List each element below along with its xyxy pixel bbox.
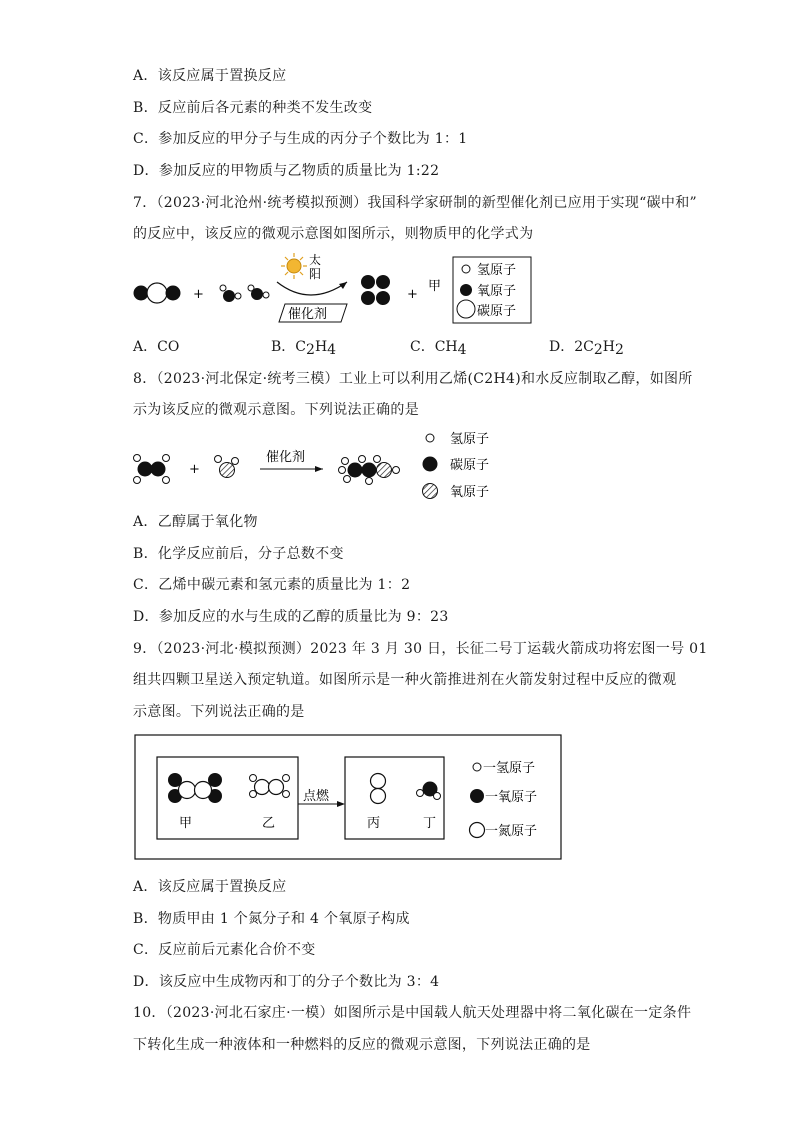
q7-legend-carbon: 碳原子 [477,304,517,319]
water-molecules [361,275,390,305]
q9-label-ding: 丁 [423,816,437,831]
h2-molecule-b [248,285,269,300]
sun-label-2: 阳 [309,267,322,281]
reaction-arrow [277,282,347,295]
ethylene-molecule [134,455,170,484]
q8-option-b: B．化学反应前后，分子总数不变 [133,546,344,562]
q7-option-a: A．CO [133,339,180,355]
q9-stem-line1: 9．（2023·河北·模拟预测）2023 年 3 月 30 日，长征二号丁运载火箭成功将宏图一号 01 [133,641,708,657]
q9-label-bing: 丙 [367,816,381,831]
q8-legend-carbon: 碳原子 [450,458,490,473]
q9-legend-oxygen: 一氧原子 [485,790,538,805]
q7-option-c: C．CH4 [410,339,467,358]
q8-option-c: C．乙烯中碳元素和氢元素的质量比为 1：2 [133,577,411,593]
q7-plus-1: + [193,287,204,302]
q7-product-jia: 甲 [428,279,442,294]
q8-plus: + [189,462,200,477]
q9-option-a: A．该反应属于置换反应 [133,879,287,895]
q7-stem-line2: 的反应中，该反应的微观示意图如图所示，则物质甲的化学式为 [133,226,534,242]
q8-legend-oxygen: 氧原子 [450,485,490,500]
q9-option-c: C．反应前后元素化合价不变 [133,942,316,958]
q9-label-jia: 甲 [179,816,193,831]
q7-stem-line1: 7．（2023·河北沧州·统考模拟预测）我国科学家研制的新型催化剂已应用于实现“碳中和” [133,195,697,211]
q8-stem-line2: 示为该反应的微观示意图。下列说法正确的是 [133,402,419,418]
ethanol-molecule [339,456,400,485]
q7-legend-oxygen: 氧原子 [477,284,517,299]
q6-option-a: A．该反应属于置换反应 [133,68,287,84]
q9-option-d: D．该反应中生成物丙和丁的分子个数比为 3：4 [133,974,440,990]
q8-option-a: A．乙醇属于氧化物 [133,514,258,530]
q7-catalyst: 催化剂 [288,307,328,322]
q8-option-d: D．参加反应的水与生成的乙醇的质量比为 9：23 [133,609,449,625]
q10-stem-line2: 下转化生成一种液体和一种燃料的反应的微观示意图，下列说法正确的是 [133,1037,591,1053]
q9-option-b: B．物质甲由 1 个氮分子和 4 个氧原子构成 [133,911,410,927]
q9-stem-line3: 示意图。下列说法正确的是 [133,704,305,720]
q8-stem-line1: 8．（2023·河北保定·统考三模）工业上可以利用乙烯(C2H4)和水反应制取乙醇，如图所 [133,371,693,387]
q8-figure [125,425,505,505]
q7-legend-hydrogen: 氢原子 [477,263,517,278]
co2-molecule [134,283,180,303]
q10-stem-line1: 10．（2023·河北石家庄·一模）如图所示是中国载人航天处理器中将二氧化碳在一定条件 [133,1005,692,1021]
q9-label-yi: 乙 [262,816,276,831]
q7-option-b: B．C2H4 [271,339,337,358]
sun-label-1: 太 [309,253,322,267]
q8-catalyst: 催化剂 [266,450,306,465]
q8-legend-hydrogen: 氢原子 [450,432,490,447]
q6-option-d: D．参加反应的甲物质与乙物质的质量比为 1:22 [133,163,440,179]
q9-legend-hydrogen: 一氢原子 [483,761,536,776]
q9-condition: 点燃 [303,789,330,804]
q9-legend-nitrogen: 一氮原子 [485,824,538,839]
q7-figure [125,252,545,332]
water-molecule [215,456,239,478]
q9-stem-line2: 组共四颗卫星送入预定轨道。如图所示是一种火箭推进剂在火箭发射过程中反应的微观 [133,672,677,688]
q6-option-b: B．反应前后各元素的种类不发生改变 [133,100,373,116]
h2-molecule-a [220,285,241,302]
q6-option-c: C．参加反应的甲分子与生成的丙分子个数比为 1：1 [133,131,468,147]
q7-option-d: D．2C2H2 [549,339,624,358]
q9-figure [134,734,564,862]
sun-icon [281,253,307,279]
q7-plus-2: + [407,287,418,302]
